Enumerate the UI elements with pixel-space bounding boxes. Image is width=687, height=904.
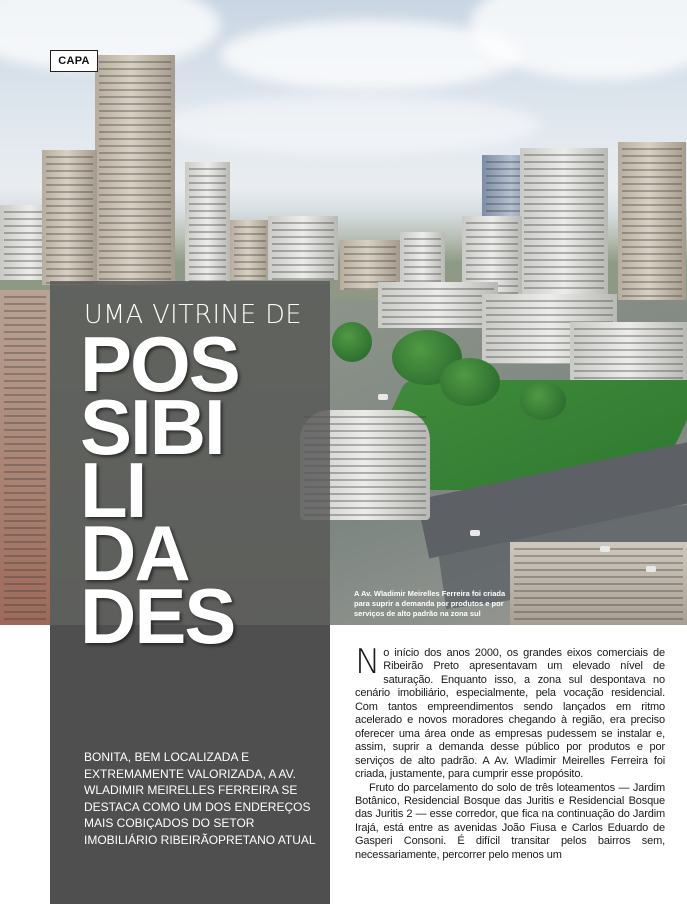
headline-intro: UMA VITRINE DE xyxy=(84,300,303,330)
headline-line-2: SIBI xyxy=(80,383,224,471)
paragraph-1-text: o início dos anos 2000, os grandes eixos comerciais de Ribeirão Preto apresentavam um elevado nível de saturação. Enquanto isso, a zona sul despontava no cenário imobiliário, especialmente, pela vocação residencial. Com tantos empreendimentos sendo lançados em ritmo acelerado e novos moradores chegando à região, era preciso oferecer uma área onde as empresas pudessem se instalar e, assim, suprir a demanda desse público por produtos e por serviços de alto padrão. A Av. Wladimir Meirelles Ferreira foi criada, justamente, para cumprir esse propósito. xyxy=(355,647,665,781)
subheadline: BONITA, BEM LOCALIZADA E EXTREMAMENTE VALORIZADA, A AV. WLADIMIR MEIRELLES FERREIRA SE DESTACA COMO UM DOS ENDEREÇOS MAIS COBIÇADOS DO SETOR IMOBILIÁRIO RIBEIRÃOPRETANO ATUAL xyxy=(84,750,316,847)
headline-line-3: LI xyxy=(80,446,146,534)
headline-line-5: DES xyxy=(80,572,235,660)
headline-line-1: POS xyxy=(80,320,239,408)
headline-line-4: DA xyxy=(80,509,189,597)
drop-cap: N xyxy=(355,642,381,682)
photo-caption: A Av. Wladimir Meirelles Ferreira foi criada para suprir a demanda por produtos e por serviços de alto padrão na zona sul xyxy=(354,589,506,618)
article-paragraph-2: Fruto do parcelamento do solo de três loteamentos — Jardim Botânico, Residencial Bosque das Juritis e Residencial Bosque das Juritis 2 — esse corredor, que fica na continuação do Jardim Irajá, está entre as avenidas João Fiusa e Carlos Eduardo de Gasperi Consoni. É difícil transitar pelos bairros sem, necessariamente, percorrer pelo menos um xyxy=(355,781,665,861)
headline-big-word xyxy=(80,320,340,660)
section-tag: CAPA xyxy=(50,50,98,72)
article-body xyxy=(355,642,665,862)
article-paragraph-1 xyxy=(355,642,665,782)
